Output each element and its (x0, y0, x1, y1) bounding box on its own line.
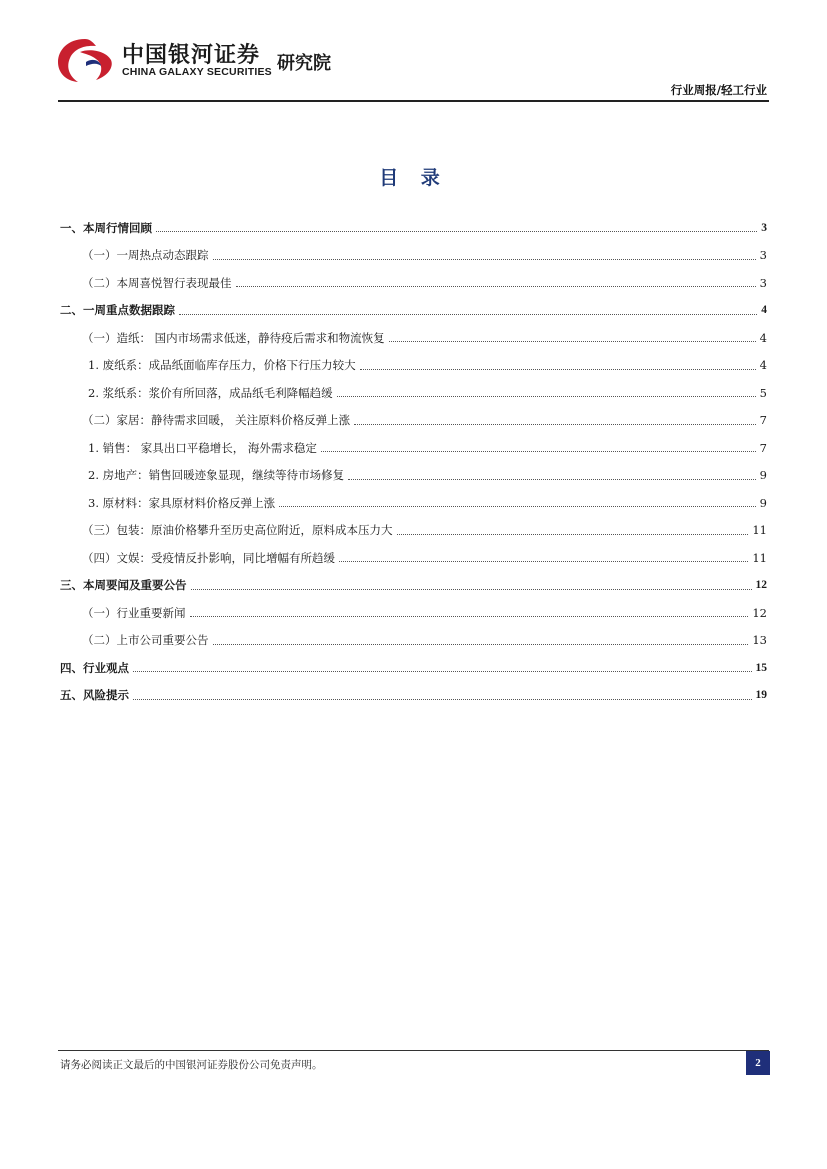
toc-leader-dots (360, 369, 756, 370)
toc-entry-label: 1. 销售： 家具出口平稳增长， 海外需求稳定 (88, 440, 317, 455)
brand-name-english: CHINA GALAXY SECURITIES (122, 66, 272, 78)
toc-entry[interactable] (60, 627, 767, 655)
brand-name-chinese: 中国银河证券 (122, 43, 261, 68)
galaxy-logo-icon (56, 36, 114, 84)
toc-entry-label: 二、一周重点数据跟踪 (60, 303, 175, 318)
toc-leader-dots (337, 396, 756, 397)
toc-entry-label: 3. 原材料：家具原材料价格反弹上涨 (88, 495, 276, 510)
toc-entry-label: （二）家居：静待需求回暖， 关注原料价格反弹上涨 (82, 413, 351, 428)
header-divider (58, 100, 769, 102)
toc-title: 目 录 (379, 167, 448, 189)
toc-entry-label: （四）文娱：受疫情反扑影响，同比增幅有所趋缓 (82, 550, 335, 565)
toc-entry[interactable] (60, 462, 767, 490)
toc-entry-page: 3 (761, 221, 767, 234)
toc-leader-dots (133, 699, 752, 700)
toc-entry-label: （一）行业重要新闻 (82, 605, 186, 620)
toc-entry[interactable] (60, 682, 767, 710)
toc-leader-dots (190, 616, 749, 617)
toc-entry-page: 7 (759, 413, 767, 428)
toc-leader-dots (213, 259, 756, 260)
toc-leader-dots (236, 286, 756, 287)
toc-entry[interactable] (60, 572, 767, 600)
toc-leader-dots (321, 451, 756, 452)
toc-entry[interactable] (60, 324, 767, 352)
toc-leader-dots (397, 534, 749, 535)
toc-leader-dots (339, 561, 748, 562)
toc-entry-label: （三）包装：原油价格攀升至历史高位附近，原料成本压力大 (82, 523, 393, 538)
toc-entry[interactable] (60, 407, 767, 435)
toc-entry-page: 3 (759, 248, 767, 263)
toc-entry-page: 11 (752, 523, 767, 538)
toc-entry[interactable] (60, 269, 767, 297)
toc-leader-dots (191, 589, 752, 590)
institute-label: 研究院 (277, 53, 331, 74)
toc-entry[interactable] (60, 654, 767, 682)
toc-entry-label: 2. 房地产：销售回暖迹象显现，继续等待市场修复 (88, 468, 345, 483)
toc-entry-page: 9 (759, 468, 767, 483)
toc-entry-page: 19 (755, 689, 767, 702)
toc-entry[interactable] (60, 489, 767, 517)
page-number: 2 (746, 1051, 770, 1075)
toc-entry-page: 12 (755, 579, 767, 592)
toc-entry-label: 五、风险提示 (60, 688, 129, 703)
toc-entry-label: 三、本周要闻及重要公告 (60, 578, 187, 593)
toc-entry-label: 1. 废纸系：成品纸面临库存压力，价格下行压力较大 (88, 358, 356, 373)
footer-divider (58, 1050, 769, 1051)
toc-leader-dots (179, 314, 757, 315)
toc-entry[interactable] (60, 379, 767, 407)
toc-entry-page: 4 (759, 330, 767, 345)
toc-entry[interactable] (60, 352, 767, 380)
toc-entry-label: 四、行业观点 (60, 660, 129, 675)
toc-entry-page: 7 (759, 440, 767, 455)
toc-leader-dots (213, 644, 749, 645)
toc-leader-dots (279, 506, 756, 507)
toc-entry-page: 5 (759, 385, 767, 400)
disclaimer-note: 请务必阅读正文最后的中国银河证券股份公司免责声明。 (60, 1059, 323, 1071)
table-of-contents (60, 214, 767, 709)
toc-leader-dots (389, 341, 756, 342)
toc-entry-label: （二）本周喜悦智行表现最佳 (82, 275, 232, 290)
toc-entry[interactable] (60, 517, 767, 545)
toc-entry-page: 9 (759, 495, 767, 510)
toc-leader-dots (348, 479, 756, 480)
toc-entry-page: 4 (759, 358, 767, 373)
toc-entry-label: （一）造纸： 国内市场需求低迷，静待疫后需求和物流恢复 (82, 330, 385, 345)
toc-entry[interactable] (60, 434, 767, 462)
toc-entry-page: 15 (755, 661, 767, 674)
page-header (0, 0, 827, 102)
toc-entry[interactable] (60, 214, 767, 242)
toc-leader-dots (133, 671, 752, 672)
toc-entry-page: 12 (752, 605, 767, 620)
toc-entry[interactable] (60, 599, 767, 627)
toc-entry-page: 11 (752, 550, 767, 565)
toc-entry-page: 4 (761, 304, 767, 317)
toc-entry[interactable] (60, 544, 767, 572)
toc-entry-label: （一）一周热点动态跟踪 (82, 248, 209, 263)
toc-entry[interactable] (60, 242, 767, 270)
toc-entry-label: （二）上市公司重要公告 (82, 633, 209, 648)
toc-entry-page: 13 (752, 633, 767, 648)
toc-leader-dots (156, 231, 757, 232)
toc-entry-page: 3 (759, 275, 767, 290)
toc-entry-label: 一、本周行情回顾 (60, 220, 152, 235)
toc-leader-dots (354, 424, 756, 425)
report-category: 行业周报/轻工行业 (670, 83, 767, 97)
toc-entry[interactable] (60, 297, 767, 325)
toc-entry-label: 2. 浆纸系：浆价有所回落，成品纸毛利降幅趋缓 (88, 385, 333, 400)
